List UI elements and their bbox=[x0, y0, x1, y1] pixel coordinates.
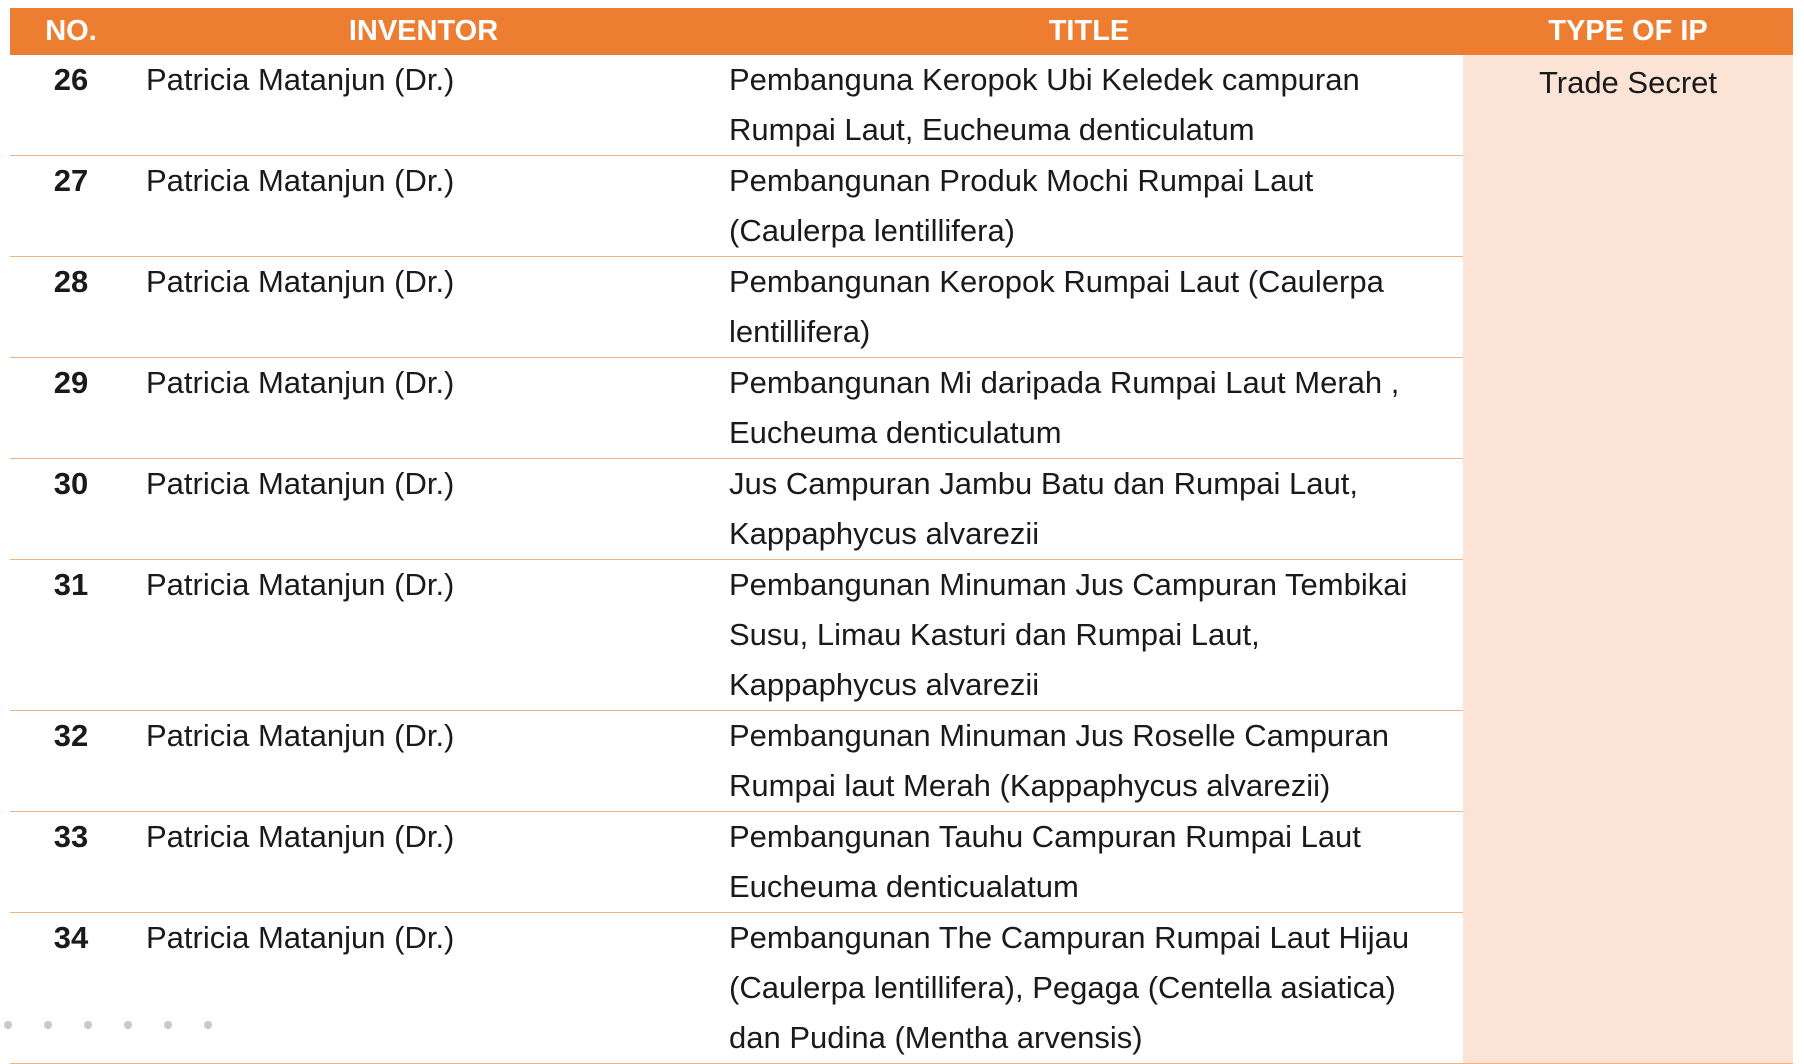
dot-icon bbox=[84, 1021, 92, 1029]
row-title: Pembangunan Produk Mochi Rumpai Laut (Caulerpa lentillifera) bbox=[715, 156, 1463, 257]
header-type-of-ip: TYPE OF IP bbox=[1463, 8, 1793, 55]
row-title: Pembanguna Keropok Ubi Keledek campuran Rumpai Laut, Eucheuma denticulatum bbox=[715, 55, 1463, 156]
row-title: Pembangunan The Campuran Rumpai Laut Hijau (Caulerpa lentillifera), Pegaga (Centella asiatica) dan Pudina (Mentha arvensis) bbox=[715, 913, 1463, 1064]
row-title: Jus Campuran Jambu Batu dan Rumpai Laut, Kappaphycus alvarezii bbox=[715, 459, 1463, 560]
dot-icon bbox=[44, 1021, 52, 1029]
table-row bbox=[10, 55, 1793, 156]
row-inventor: Patricia Matanjun (Dr.) bbox=[132, 459, 715, 560]
row-inventor: Patricia Matanjun (Dr.) bbox=[132, 55, 715, 156]
row-no: 31 bbox=[10, 560, 132, 711]
row-inventor: Patricia Matanjun (Dr.) bbox=[132, 711, 715, 812]
row-inventor: Patricia Matanjun (Dr.) bbox=[132, 358, 715, 459]
row-no: 26 bbox=[10, 55, 132, 156]
header-title: TITLE bbox=[715, 8, 1463, 55]
row-inventor: Patricia Matanjun (Dr.) bbox=[132, 560, 715, 711]
row-title: Pembangunan Mi daripada Rumpai Laut Merah , Eucheuma denticulatum bbox=[715, 358, 1463, 459]
ip-table bbox=[10, 8, 1793, 1064]
row-title: Pembangunan Minuman Jus Roselle Campuran Rumpai laut Merah (Kappaphycus alvarezii) bbox=[715, 711, 1463, 812]
row-no: 34 bbox=[10, 913, 132, 1064]
row-no: 27 bbox=[10, 156, 132, 257]
row-inventor: Patricia Matanjun (Dr.) bbox=[132, 812, 715, 913]
row-inventor: Patricia Matanjun (Dr.) bbox=[132, 156, 715, 257]
row-no: 29 bbox=[10, 358, 132, 459]
dot-icon bbox=[204, 1021, 212, 1029]
row-title: Pembangunan Minuman Jus Campuran Tembikai Susu, Limau Kasturi dan Rumpai Laut, Kappaphycus alvarezii bbox=[715, 560, 1463, 711]
row-no: 30 bbox=[10, 459, 132, 560]
type-of-ip-cell: Trade Secret bbox=[1463, 55, 1793, 1064]
row-no: 32 bbox=[10, 711, 132, 812]
dot-icon bbox=[124, 1021, 132, 1029]
row-title: Pembangunan Tauhu Campuran Rumpai Laut Eucheuma denticualatum bbox=[715, 812, 1463, 913]
row-no: 33 bbox=[10, 812, 132, 913]
dot-icon bbox=[4, 1021, 12, 1029]
row-no: 28 bbox=[10, 257, 132, 358]
table-body bbox=[10, 55, 1793, 1064]
header-no: NO. bbox=[10, 8, 132, 55]
row-inventor: Patricia Matanjun (Dr.) bbox=[132, 913, 715, 1064]
header-row bbox=[10, 8, 1793, 55]
row-inventor: Patricia Matanjun (Dr.) bbox=[132, 257, 715, 358]
dot-icon bbox=[164, 1021, 172, 1029]
header-inventor: INVENTOR bbox=[132, 8, 715, 55]
slide-edge-dots bbox=[4, 1021, 212, 1029]
row-title: Pembangunan Keropok Rumpai Laut (Caulerpa lentillifera) bbox=[715, 257, 1463, 358]
table-header bbox=[10, 8, 1793, 55]
